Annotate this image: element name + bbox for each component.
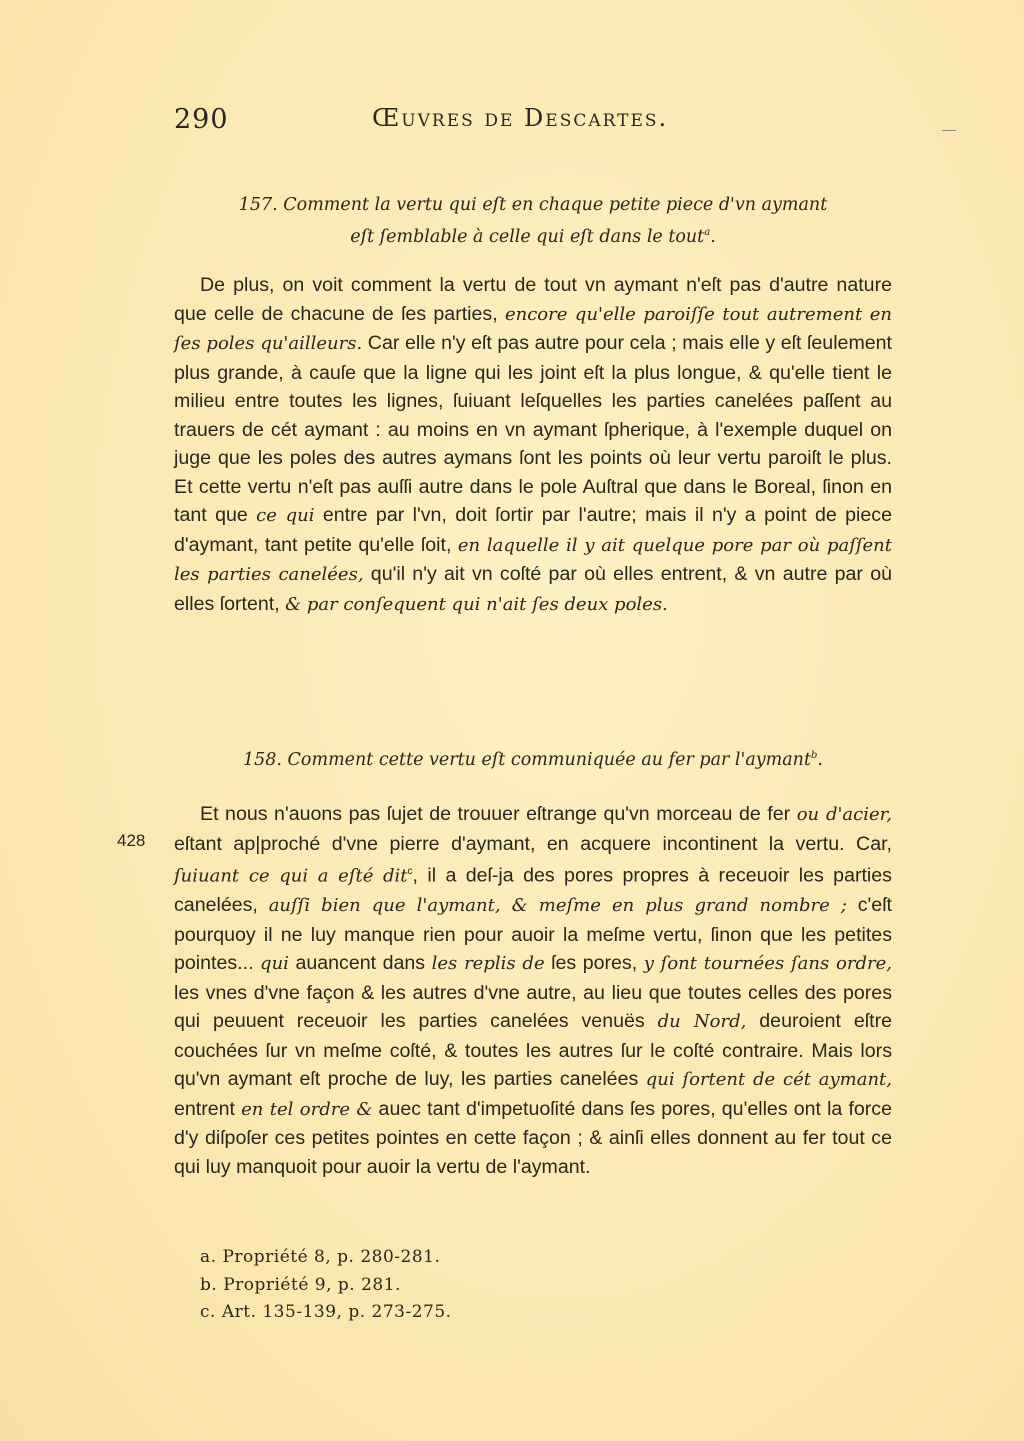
heading-line: eſt ſemblable à celle qui eſt dans le tout$^a$. <box>350 226 716 247</box>
body-text: les vnes d'vne façon & les autres d'vne autre, au lieu que toutes celles des pores qui peuuent receuoir les parties canelées venuës <box>174 981 892 1033</box>
italic-text: ſuiuant ce qui a eſté dit <box>174 865 408 887</box>
italic-text: ce qui <box>256 505 315 526</box>
italic-text: & par conſequent qui n'ait ſes deux poles. <box>285 593 668 615</box>
article-158-body <box>174 800 892 1181</box>
italic-text: qui ſortent de cét aymant, <box>645 1069 893 1091</box>
italic-text: auſſi bien que l'aymant, & meſme en plus grand nombre ; <box>268 895 847 917</box>
footnotes <box>200 1244 452 1327</box>
body-text: deuroient eſtre couchées ſur vn meſme coſté, & toutes les autres ſur le coſté contraire. Mais lors qu'vn aymant eſt proche de luy, les parties canelées <box>174 1010 892 1091</box>
body-text: qu'il n'y ait vn coſté par où elles entrent, & vn autre par où elles ſortent, <box>174 563 893 615</box>
italic-text: ou d'acier, <box>796 804 892 825</box>
article-158-heading <box>174 742 892 774</box>
article-157-heading <box>174 192 892 251</box>
footnote: b. Propriété 9, p. 281. <box>200 1274 401 1295</box>
body-text: , il a deſ-ja des pores propres à receuoir les parties canelées, <box>174 864 892 917</box>
body-text: Car elle n'y eſt pas autre pour cela ; mais elle y eſt ſeulement plus grande, à cauſe que la ligne qui les joint eſt la plus longue, & qu'elle tient le milieu entre toutes les lignes, ſuiuant leſquelles les parties canelées paſſent au trauers de cét aymant : au moins en vn aymant ſpherique, à l'exemple duquel on juge que les poles des autres aymans ſont les points où leur vertu paroiſt le plus. Et cette vertu n'eſt pas auſſi autre dans le pole Auſtral que dans le Boreal, ſinon en tant que <box>174 332 893 526</box>
page-number: 290 <box>174 104 229 135</box>
italic-text: encore qu'elle paroiſſe tout autrement en ſes poles qu'ailleurs. <box>174 303 892 354</box>
body-text: eſtant ap|proché d'vne pierre d'aymant, en acquere incontinent la vertu. Car, <box>174 832 892 855</box>
footnote: a. Propriété 8, p. 280-281. <box>200 1247 441 1267</box>
body-text: c'eſt pourquoy il ne luy manque rien pour auoir la meſme vertu, ſinon que les petites pointes... <box>174 894 892 975</box>
italic-text: en tel ordre & <box>241 1098 373 1120</box>
italic-text: les replis de <box>431 953 545 975</box>
heading-line: 157. Comment la vertu qui eſt en chaque petite piece d'vn aymant <box>238 195 828 215</box>
heading-text: eſt ſemblable à celle qui eſt dans le tout <box>350 226 705 247</box>
italic-text: en laquelle il y ait quelque pore par où paſſent les parties canelées, <box>174 534 892 585</box>
body-text: auancent dans <box>288 952 432 975</box>
italic-text: y ſont tournées ſans ordre, <box>643 953 892 975</box>
heading-line: 158. Comment cette vertu eſt communiquée au fer par l'aymant$^b$. <box>243 749 823 770</box>
footnote-ref: a <box>704 227 711 238</box>
body-text: auec tant d'impetuoſité dans ſes pores, qu'elles ont la force d'y diſpoſer ces petites pointes en cette façon ; & ainſi elles donnent au fer tout ce qui luy manquoit pour auoir la vertu de l'aymant. <box>174 1097 893 1178</box>
page-header <box>174 100 892 140</box>
footnote-ref: c <box>407 866 413 877</box>
body-text: ſes pores, <box>544 952 644 975</box>
body-text: entre par l'vn, doit ſortir par l'autre; mais il n'y a point de piece d'aymant, tant petite qu'elle ſoit, <box>174 504 892 556</box>
article-157-body <box>174 271 892 619</box>
body-text: entrent <box>174 1097 242 1120</box>
header-rule-mark <box>942 130 956 131</box>
running-title: Œuvres de Descartes. <box>372 104 669 132</box>
paragraph <box>174 271 892 619</box>
footnote-ref: b <box>811 750 818 761</box>
italic-text: du Nord, <box>657 1011 747 1033</box>
footnote: c. Art. 135-139, p. 273-275. <box>200 1302 452 1322</box>
body-text: De plus, on voit comment la vertu de tout vn aymant n'eſt pas d'autre nature que celle de chacune de ſes parties, <box>174 274 892 325</box>
heading-text: 158. Comment cette vertu eſt communiquée au fer par l'aymant <box>243 749 811 770</box>
margin-line-number: 428 <box>117 831 146 850</box>
body-text: Et nous n'auons pas ſujet de trouuer eſtrange qu'vn morceau de fer <box>200 803 797 825</box>
italic-text: qui <box>260 953 289 975</box>
paragraph <box>174 800 892 1181</box>
